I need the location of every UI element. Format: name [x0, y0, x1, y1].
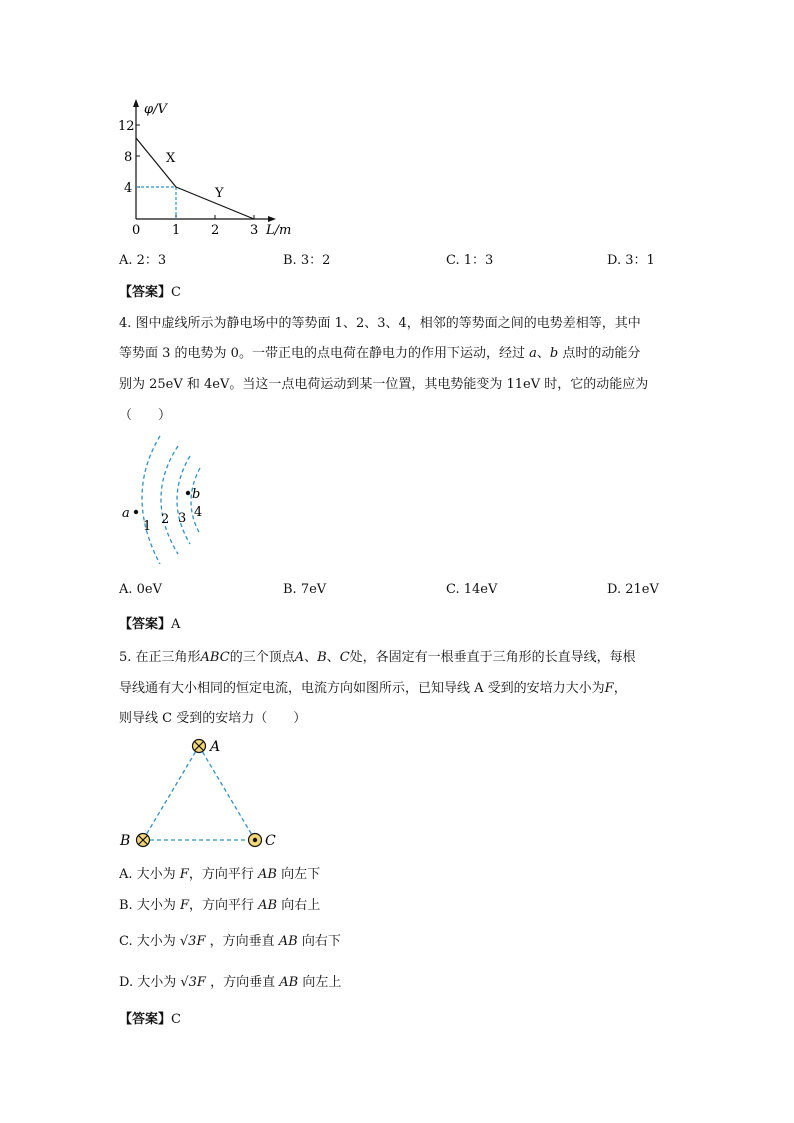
answer-label: 【答案】 [119, 1012, 172, 1027]
y-tick-8: 8 [124, 150, 133, 165]
q4-line-3: 别为 25eV 和 4eV。当这一点电荷运动到某一位置，其电势能变为 11eV 时，它的动能应为 [119, 377, 649, 392]
y-tick-4: 4 [124, 181, 133, 196]
q3-option-c: C. 1：3 [446, 253, 494, 268]
curve-label-x: X [166, 151, 176, 166]
surface-label-3: 3 [178, 511, 187, 526]
answer-value: A [171, 617, 181, 632]
q4-option-b: B. 7eV [283, 582, 327, 597]
equipotential-figure [112, 430, 222, 570]
q3-option-b: B. 3：2 [283, 253, 331, 268]
q4-answer [119, 613, 180, 632]
vertex-label-b: B [120, 833, 131, 849]
x-tick-1: 1 [172, 223, 181, 238]
wire-c-out-of-page-icon [249, 834, 262, 847]
vertex-label-c: C [265, 833, 276, 849]
triangle-side-ac [199, 746, 255, 840]
q5-option-c: C. 大小为 √3F ，方向垂直 AB 向右下 [119, 934, 341, 949]
q5-line-2: 导线通有大小相同的恒定电流，电流方向如图所示，已知导线 A 受到的安培力大小为F， [119, 681, 627, 696]
wire-a-into-page-icon [193, 740, 206, 753]
wire-b-into-page-icon [137, 834, 150, 847]
q5-option-a: A. 大小为 F，方向平行 AB 向左下 [119, 867, 321, 882]
q5-option-b: B. 大小为 F，方向平行 AB 向右上 [119, 898, 321, 913]
wire-triangle-figure [112, 730, 292, 855]
surface-label-1: 1 [143, 519, 152, 534]
q5-answer [119, 1008, 181, 1027]
point-b-dot [186, 491, 190, 495]
q3-option-a: A. 2：3 [119, 253, 167, 268]
equipotential-surface-2 [161, 446, 178, 554]
answer-label: 【答案】 [119, 285, 172, 300]
answer-value: C [171, 285, 181, 300]
y-tick-12: 12 [118, 119, 135, 134]
x-tick-0: 0 [132, 223, 141, 238]
y-axis-arrow [133, 99, 139, 107]
x-axis-arrow [268, 216, 276, 222]
y-axis-label: φ/V [144, 102, 167, 117]
q4-line-2: 等势面 3 的电势为 0。一带正电的点电荷在静电力的作用下运动，经过 a、b 点时的动能分 [119, 346, 641, 361]
q5-line-1: 5. 在正三角形ABC的三个顶点A、B、C处，各固定有一根垂直于三角形的长直导线，每根 [119, 650, 636, 665]
q5-option-d: D. 大小为 √3F ，方向垂直 AB 向左上 [119, 975, 342, 990]
q4-option-d: D. 21eV [607, 582, 659, 597]
q4-line-1: 4. 图中虚线所示为静电场中的等势面 1、2、3、4，相邻的等势面之间的电势差相等，其中 [119, 316, 641, 331]
potential-graph [110, 95, 310, 240]
q5-line-3: 则导线 C 受到的安培力（ ） [119, 711, 307, 726]
point-b-label: b [192, 487, 201, 502]
q3-option-d: D. 3：1 [607, 253, 655, 268]
point-a-dot [134, 510, 138, 514]
answer-label: 【答案】 [119, 617, 172, 632]
vertex-label-a: A [210, 739, 221, 755]
q4-option-a: A. 0eV [119, 582, 163, 597]
q3-answer [119, 281, 181, 300]
equipotential-surface-1 [142, 436, 160, 564]
x-tick-3: 3 [250, 223, 259, 238]
answer-value: C [171, 1012, 181, 1027]
q4-line-4: （ ） [119, 408, 172, 423]
equipotential-surface-3 [177, 456, 190, 544]
surface-label-4: 4 [194, 505, 203, 520]
curve-label-y: Y [215, 186, 224, 201]
x-axis-label: L/m [266, 223, 292, 238]
q4-option-c: C. 14eV [446, 582, 498, 597]
triangle-side-ab [143, 746, 199, 840]
x-tick-2: 2 [211, 223, 220, 238]
point-a-label: a [122, 506, 130, 521]
surface-label-2: 2 [161, 512, 170, 527]
